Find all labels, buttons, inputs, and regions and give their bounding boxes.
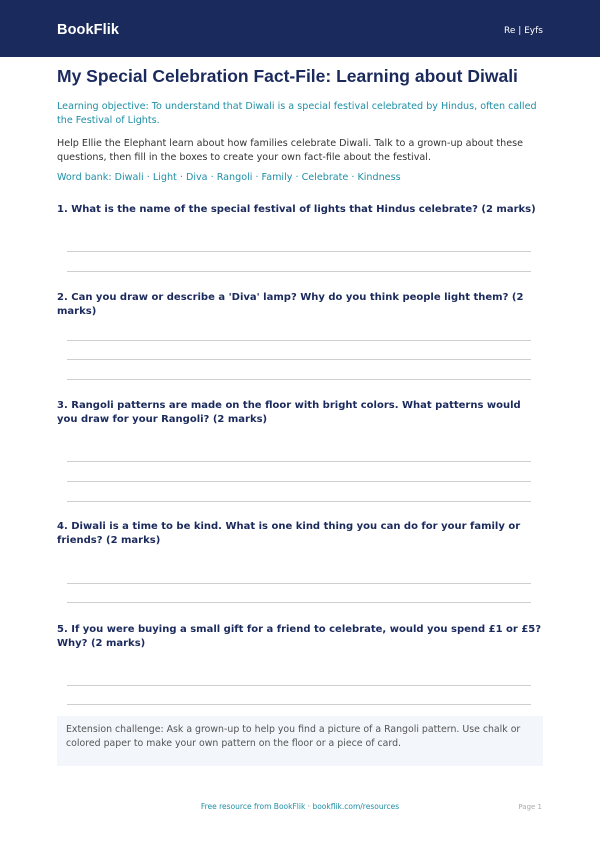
answer-line[interactable] (67, 379, 531, 380)
learning-objective: Learning objective: To understand that Diwali is a special festival celebrated by Hindus, often called the Festival of Lights. (57, 101, 537, 126)
answer-line[interactable] (67, 602, 531, 603)
question-4: 4. Diwali is a time to be kind. What is one kind thing you can do for your family or friends? (2 marks) (57, 521, 521, 546)
intro-text: Help Ellie the Elephant learn about how families celebrate Diwali. Talk to a grown-up about these questions, then fill in the boxes to create your own fact-file about the festival. (57, 138, 524, 163)
extension-box (57, 716, 543, 766)
answer-line[interactable] (67, 461, 531, 462)
answer-line[interactable] (67, 583, 531, 584)
word-bank: Word bank: Diwali · Light · Diva · Rangoli · Family · Celebrate · Kindness (57, 172, 401, 183)
answer-line[interactable] (67, 685, 531, 686)
brand-logo[interactable]: BookFlik (57, 22, 120, 38)
question-3: 3. Rangoli patterns are made on the floor with bright colors. What patterns would you draw for your Rangoli? (2 marks) (57, 400, 521, 425)
answer-line[interactable] (67, 340, 531, 341)
header-meta: Re | Eyfs (503, 26, 543, 36)
answer-line[interactable] (67, 271, 531, 272)
answer-line[interactable] (67, 704, 531, 705)
page-title: My Special Celebration Fact-File: Learning about Diwali (57, 66, 518, 86)
answer-line[interactable] (67, 359, 531, 360)
footer-link[interactable]: Free resource from BookFlik · bookflik.com/resources (200, 802, 400, 811)
answer-line[interactable] (67, 251, 531, 252)
extension-text: Extension challenge: Ask a grown-up to help you find a picture of a Rangoli pattern. Use chalk or colored paper to make your own pattern on the floor or a piece of card. (66, 724, 521, 749)
question-2: 2. Can you draw or describe a 'Diva' lamp? Why do you think people light them? (2 marks) (57, 292, 524, 317)
answer-line[interactable] (67, 481, 531, 482)
question-1: 1. What is the name of the special festival of lights that Hindus celebrate? (2 marks) (57, 204, 536, 215)
page-number: Page 1 (518, 803, 542, 811)
answer-line[interactable] (67, 501, 531, 502)
question-5: 5. If you were buying a small gift for a friend to celebrate, would you spend £1 or £5? Why? (2 marks) (57, 624, 542, 649)
header-bar (0, 0, 600, 57)
